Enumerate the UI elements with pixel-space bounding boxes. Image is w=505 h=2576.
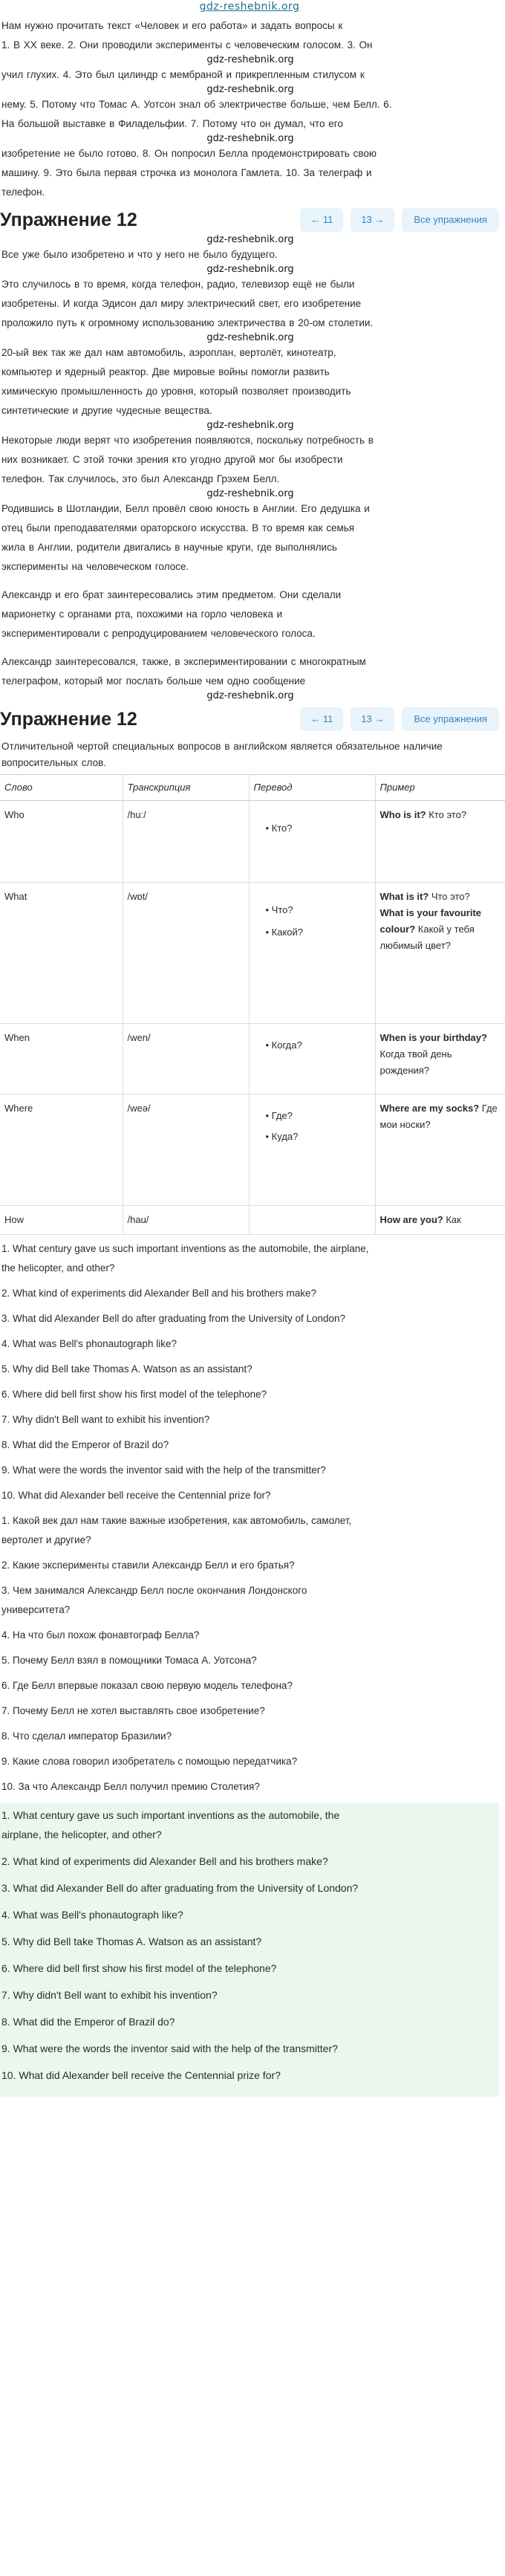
translation-item: • Что?: [266, 902, 371, 918]
question-item: 1. What century gave us such important inventions as the automobile, the airplane,: [1, 1243, 369, 1254]
answer-item: 1. What century gave us such important inventions as the automobile, the: [1, 1809, 340, 1821]
column-header: Пример: [375, 775, 505, 801]
question-item: университета?: [1, 1604, 71, 1615]
watermark: gdz-reshebnik.org: [206, 488, 294, 499]
text-line: машину. 9. Это была первая строчка из монолога Гамлета. 10. За телеграф и: [1, 167, 372, 178]
word-cell: When: [0, 1024, 123, 1094]
example-translation: Какой у тебя любимый цвет?: [379, 924, 475, 951]
translation-item: • Куда?: [266, 1129, 371, 1145]
answer-item: 7. Why didn't Bell want to exhibit his invention?: [1, 1989, 218, 2001]
transcription-cell: /wen/: [123, 1024, 249, 1094]
question-item: 6. Где Белл впервые показал свою первую модель телефона?: [1, 1680, 293, 1691]
exercise-header: [0, 205, 499, 235]
text-line: эксперименты на человеческом голосе.: [1, 561, 189, 572]
questions-english: [0, 1239, 499, 1505]
exercise-header: [0, 704, 499, 734]
all-exercises-button[interactable]: Все упражнения: [402, 208, 499, 232]
answer-item: 6. Where did bell first show his first model of the telephone?: [1, 1962, 277, 1974]
transcription-cell: /weə/: [123, 1094, 249, 1206]
watermark: gdz-reshebnik.org: [206, 690, 294, 701]
example-question: Who is it?: [379, 809, 426, 820]
answer-item: airplane, the helicopter, and other?: [1, 1829, 162, 1840]
text-line: Александр и его брат заинтересовались этим предметом. Они сделали: [1, 589, 342, 600]
question-item: 10. За что Александр Белл получил премию Столетия?: [1, 1781, 260, 1792]
watermark: gdz-reshebnik.org: [206, 84, 294, 95]
translation-cell: [249, 1094, 375, 1206]
text-line: Нам нужно прочитать текст «Человек и его работа» и задать вопросы к: [1, 20, 343, 31]
transcription-cell: /huː/: [123, 801, 249, 883]
answer-item: 2. What kind of experiments did Alexander Bell and his brothers make?: [1, 1855, 328, 1867]
task-intro: [0, 16, 499, 202]
translation-item: • Где?: [266, 1108, 371, 1124]
watermark: gdz-reshebnik.org: [206, 54, 294, 65]
translation-cell: [249, 801, 375, 883]
all-exercises-button[interactable]: Все упражнения: [402, 707, 499, 731]
table-intro-text: Отличительной чертой специальных вопросов в английском является обязательное наличие вопросительных слов.: [1, 741, 443, 768]
site-header: [0, 0, 499, 16]
question-item: 2. Какие эксперименты ставили Александр Белл и его братья?: [1, 1560, 295, 1571]
text-line: отец были преподавателями ораторского искусства. В то время как семья: [1, 522, 355, 533]
question-item: вертолет и другие?: [1, 1534, 91, 1545]
word-cell: What: [0, 883, 123, 1024]
watermark: gdz-reshebnik.org: [206, 234, 294, 245]
example-cell: [375, 1206, 505, 1235]
question-item: 7. Почему Белл не хотел выставлять свое изобретение?: [1, 1705, 265, 1716]
text-line: них возникает. С этой точки зрения кто угодно другой мог бы изобрести: [1, 454, 343, 465]
watermark: gdz-reshebnik.org: [206, 133, 294, 144]
answer-item: 3. What did Alexander Bell do after graduating from the University of London?: [1, 1882, 359, 1894]
example-question: When is your birthday?: [379, 1032, 487, 1043]
table-row: [0, 1206, 505, 1235]
exercise-nav: [300, 208, 499, 232]
translation-text: [0, 235, 499, 701]
question-item: 4. На что был похож фонавтограф Белла?: [1, 1629, 200, 1641]
text-line: жила в Англии, родители двигались в научные круги, где выполнялись: [1, 542, 337, 553]
text-line: нему. 5. Потому что Томас А. Уотсон знал об электричестве больше, чем Белл. 6.: [1, 99, 392, 110]
answer-item: 5. Why did Bell take Thomas A. Watson as an assistant?: [1, 1936, 262, 1947]
text-line: учил глухих. 4. Это был цилиндр с мембраной и прикрепленным стилусом к: [1, 69, 365, 80]
table-row: [0, 883, 505, 1024]
question-item: 8. Что сделал император Бразилии?: [1, 1730, 172, 1742]
answer-item: 10. What did Alexander bell receive the Centennial prize for?: [1, 2069, 281, 2081]
example-question: What is it?: [379, 891, 429, 902]
text-line: синтетические и другие чудесные вещества.: [1, 405, 212, 416]
translation-cell: [249, 1024, 375, 1094]
answer-box: [0, 1803, 499, 2097]
text-line: экспериментировали с репродуцированием человеческого голоса.: [1, 628, 316, 639]
prev-exercise-button[interactable]: ← 11: [300, 707, 343, 731]
text-line: Все уже было изобретено и что у него не было будущего.: [1, 249, 278, 260]
text-line: компьютер и ядерный реактор. Две мировые войны помогли развить: [1, 366, 330, 377]
example-translation: Как: [443, 1214, 461, 1225]
question-item: 2. What kind of experiments did Alexander Bell and his brothers make?: [1, 1288, 316, 1299]
translation-cell: [249, 883, 375, 1024]
text-line: телефон. Так случилось, это был Александр Грэхем Белл.: [1, 473, 280, 484]
question-item: 3. Чем занимался Александр Белл после окончания Лондонского: [1, 1585, 307, 1596]
exercise-title: Упражнение 12: [0, 210, 137, 230]
text-line: Александр заинтересовался, также, в экспериментировании с многократным: [1, 656, 366, 667]
answer-item: 4. What was Bell's phonautograph like?: [1, 1909, 183, 1921]
text-line: Некоторые люди верят что изобретения появляются, поскольку потребность в: [1, 435, 374, 446]
translation-item: • Кто?: [266, 820, 371, 837]
example-question: Where are my socks?: [379, 1103, 480, 1114]
text-line: проложило путь к огромному использованию электричества в 20-ом столетии.: [1, 317, 374, 328]
question-item: the helicopter, and other?: [1, 1262, 115, 1274]
next-exercise-button[interactable]: 13 →: [351, 208, 394, 232]
exercise-nav: [300, 707, 499, 731]
example-cell: [375, 1094, 505, 1206]
translation-item: • Какой?: [266, 924, 371, 941]
text-line: Родившись в Шотландии, Белл провёл свою юность в Англии. Его дедушка и: [1, 503, 370, 514]
text-line: 20-ый век так же дал нам автомобиль, аэроплан, вертолёт, кинотеатр,: [1, 347, 336, 358]
question-words-table: [0, 774, 505, 1235]
example-cell: [375, 1024, 505, 1094]
example-translation: Что это?: [429, 891, 470, 902]
column-header: Перевод: [249, 775, 375, 801]
example-question: How are you?: [379, 1214, 443, 1225]
watermark: gdz-reshebnik.org: [206, 264, 294, 275]
question-item: 9. Какие слова говорил изобретатель с помощью передатчика?: [1, 1756, 298, 1767]
column-header: Слово: [0, 775, 123, 801]
prev-exercise-button[interactable]: ← 11: [300, 208, 343, 232]
question-item: 3. What did Alexander Bell do after graduating from the University of London?: [1, 1313, 346, 1324]
transcription-cell: /hau/: [123, 1206, 249, 1235]
question-item: 9. What were the words the inventor said with the help of the transmitter?: [1, 1464, 326, 1476]
example-translation: Когда твой день рождения?: [379, 1048, 452, 1076]
question-item: 1. Какой век дал нам такие важные изобретения, как автомобиль, самолет,: [1, 1515, 352, 1526]
table-intro: [0, 739, 499, 771]
table-row: [0, 1024, 505, 1094]
watermark: gdz-reshebnik.org: [206, 420, 294, 431]
answer-item: 9. What were the words the inventor said with the help of the transmitter?: [1, 2043, 338, 2054]
watermark: gdz-reshebnik.org: [206, 332, 294, 343]
question-item: 5. Why did Bell take Thomas A. Watson as an assistant?: [1, 1363, 252, 1375]
text-line: На большой выставке в Филадельфии. 7. Потому что он думал, что его: [1, 118, 343, 129]
question-item: 4. What was Bell's phonautograph like?: [1, 1338, 177, 1349]
question-item: 7. Why didn't Bell want to exhibit his invention?: [1, 1414, 210, 1425]
table-row: [0, 801, 505, 883]
word-cell: How: [0, 1206, 123, 1235]
word-cell: Who: [0, 801, 123, 883]
text-line: телеграфом, который мог послать больше чем одно сообщение: [1, 675, 306, 687]
text-line: телефон.: [1, 186, 45, 198]
question-item: 8. What did the Emperor of Brazil do?: [1, 1439, 169, 1450]
translation-cell: [249, 1206, 375, 1235]
text-line: изобретение не было готово. 8. Он попросил Белла продемонстрировать свою: [1, 148, 377, 159]
next-exercise-button[interactable]: 13 →: [351, 707, 394, 731]
text-line: 1. В XX веке. 2. Они проводили эксперименты с человеческим голосом. 3. Он: [1, 39, 373, 51]
example-translation: Кто это?: [426, 809, 467, 820]
table-row: [0, 1094, 505, 1206]
text-line: Это случилось в то время, когда телефон, радио, телевизор ещё не были: [1, 279, 355, 290]
example-translation: Где мои носки?: [379, 1103, 498, 1130]
column-header: Транскрипция: [123, 775, 249, 801]
exercise-title: Упражнение 12: [0, 709, 137, 730]
text-line: марионетку с органами рта, похожими на горло человека и: [1, 609, 283, 620]
answer-item: 8. What did the Emperor of Brazil do?: [1, 2016, 175, 2028]
translation-item: • Когда?: [266, 1037, 371, 1054]
text-line: химическую промышленность до уровня, который позволяет производить: [1, 386, 351, 397]
text-line: изобретены. И когда Эдисон дал миру электрический свет, его изобретение: [1, 298, 362, 309]
question-item: 5. Почему Белл взял в помощники Томаса А. Уотсона?: [1, 1655, 257, 1666]
question-item: 10. What did Alexander bell receive the Centennial prize for?: [1, 1490, 271, 1501]
example-cell: [375, 883, 505, 1024]
example-question: What is your favourite colour?: [379, 907, 482, 935]
site-logo[interactable]: gdz-reshebnik.org: [199, 1, 300, 13]
question-item: 6. Where did bell first show his first model of the telephone?: [1, 1389, 267, 1400]
word-cell: Where: [0, 1094, 123, 1206]
transcription-cell: /wɒt/: [123, 883, 249, 1024]
questions-russian: [0, 1511, 499, 1797]
example-cell: [375, 801, 505, 883]
